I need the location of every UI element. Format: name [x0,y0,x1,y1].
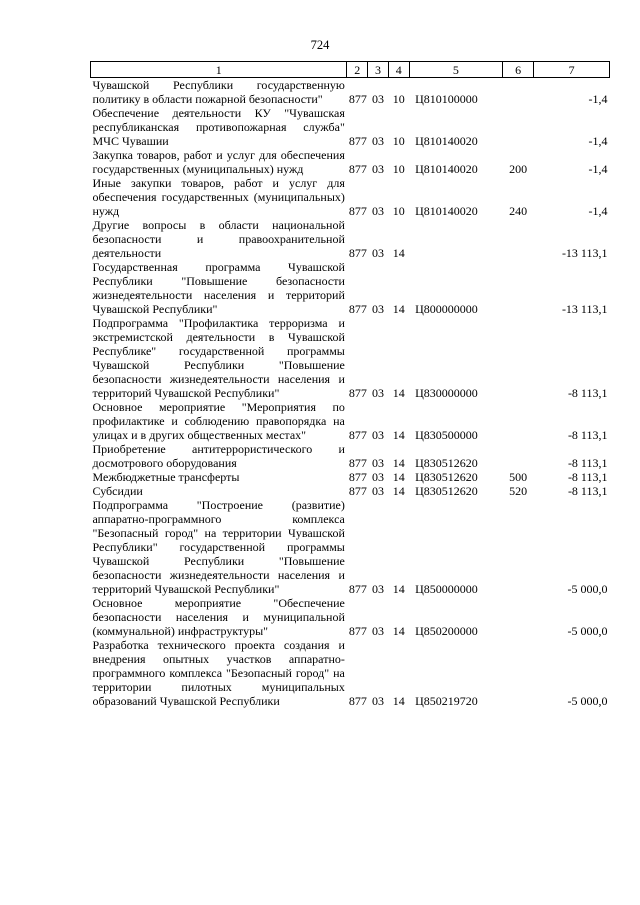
budget-table [90,61,610,708]
ministry-code: 877 [348,484,367,498]
ministry-code: 877 [348,92,367,106]
subsection-code: 14 [392,246,405,260]
target-article-code [409,218,502,260]
table-row [91,442,610,470]
table-row [91,218,610,260]
row-name: Чувашской Республики государственную политику в области пожарной безопасности" [92,78,345,106]
subsection-code: 14 [392,582,405,596]
row-name: Приобретение антитеррористического и досмотрового оборудования [92,442,345,470]
expense-type-code [503,78,534,107]
expense-type-code [503,596,534,638]
section-code: 03 [372,246,384,260]
ministry-code: 877 [348,624,367,638]
row-name: Основное мероприятие "Мероприятия по профилактике и соблюдению правопорядка на улицах и в других общественных местах" [92,400,345,442]
row-name: Другие вопросы в области национальной безопасности и правоохранительной деятельности [92,218,345,260]
table-row [91,78,610,107]
section-code: 03 [372,582,384,596]
row-name: Межбюджетные трансферты [92,470,240,484]
expense-type-code: 200 [509,162,528,176]
expense-type-code [503,106,534,148]
amount-value: -8 113,1 [567,428,608,442]
row-name: Подпрограмма "Построение (развитие) аппаратно-программного комплекса "Безопасный город" на территории Чувашской Республики" государственной программы Чувашской Республики "Повышение безопасности жизнедеятельности населения и территорий Чувашской Республики" [92,498,345,596]
section-code: 03 [372,470,384,484]
subsection-code: 10 [392,204,405,218]
target-article-code: Ц810100000 [415,92,478,106]
expense-type-code [503,498,534,596]
target-article-code: Ц850219720 [415,694,478,708]
amount-value: -1,4 [588,162,608,176]
row-name: Основное мероприятие "Обеспечение безопасности населения и муниципальной (коммунальной) инфраструктуры" [92,596,345,638]
expense-type-code: 240 [509,204,528,218]
column-header-1: 1 [91,62,347,78]
target-article-code: Ц800000000 [415,302,478,316]
target-article-code: Ц850200000 [415,624,478,638]
table-row [91,316,610,400]
subsection-code: 10 [392,162,405,176]
amount-value: -8 113,1 [567,456,608,470]
column-header-6: 6 [503,62,534,78]
amount-value: -13 113,1 [561,246,608,260]
amount-value: -5 000,0 [567,582,608,596]
row-name: Иные закупки товаров, работ и услуг для обеспечения государственных (муниципальных) нужд [92,176,345,218]
column-header-5: 5 [409,62,502,78]
table-row [91,470,610,484]
subsection-code: 14 [392,484,405,498]
section-code: 03 [372,92,384,106]
ministry-code: 877 [348,134,367,148]
table-row [91,106,610,148]
subsection-code: 14 [392,386,405,400]
target-article-code: Ц830000000 [415,386,478,400]
expense-type-code [503,442,534,470]
ministry-code: 877 [348,470,367,484]
table-row [91,176,610,218]
expense-type-code [503,400,534,442]
expense-type-code: 520 [509,484,528,498]
amount-value: -5 000,0 [567,694,608,708]
table-row [91,638,610,708]
ministry-code: 877 [348,302,367,316]
table-body [91,78,610,709]
table-row [91,400,610,442]
section-code: 03 [372,624,384,638]
header-row [91,62,610,78]
ministry-code: 877 [348,162,367,176]
section-code: 03 [372,386,384,400]
column-header-3: 3 [368,62,389,78]
column-header-4: 4 [388,62,409,78]
page-number: 724 [310,38,330,52]
target-article-code: Ц830512620 [415,484,478,498]
row-name: Субсидии [92,484,143,498]
subsection-code: 14 [392,428,405,442]
amount-value: -8 113,1 [567,470,608,484]
target-article-code: Ц830500000 [415,428,478,442]
ministry-code: 877 [348,694,367,708]
amount-value: -1,4 [588,204,608,218]
ministry-code: 877 [348,204,367,218]
column-header-7: 7 [534,62,610,78]
amount-value: -1,4 [588,134,608,148]
section-code: 03 [372,456,384,470]
section-code: 03 [372,694,384,708]
target-article-code: Ц850000000 [415,582,478,596]
ministry-code: 877 [348,386,367,400]
subsection-code: 14 [392,624,405,638]
subsection-code: 14 [392,694,405,708]
expense-type-code [503,638,534,708]
amount-value: -13 113,1 [561,302,608,316]
row-name: Подпрограмма "Профилактика терроризма и экстремистской деятельности в Чувашской Республике" государственной программы Чувашской Республики "Повышение безопасности жизнедеятельности населения и территорий Чувашской Республики" [92,316,345,400]
table-header [91,62,610,78]
subsection-code: 10 [392,92,405,106]
section-code: 03 [372,134,384,148]
row-name: Государственная программа Чувашской Республики "Повышение безопасности жизнедеятельности населения и территорий Чувашской Республики" [92,260,345,316]
target-article-code: Ц830512620 [415,470,478,484]
expense-type-code [503,316,534,400]
amount-value: -8 113,1 [567,386,608,400]
subsection-code: 14 [392,470,405,484]
section-code: 03 [372,302,384,316]
target-article-code: Ц810140020 [415,134,478,148]
expense-type-code [503,218,534,260]
subsection-code: 14 [392,456,405,470]
amount-value: -1,4 [588,92,608,106]
expense-type-code: 500 [509,470,528,484]
section-code: 03 [372,204,384,218]
amount-value: -8 113,1 [567,484,608,498]
ministry-code: 877 [348,428,367,442]
row-name: Обеспечение деятельности КУ "Чувашская республиканская противопожарная служба" МЧС Чувашии [92,106,345,148]
expense-type-code [503,260,534,316]
table-row [91,260,610,316]
table-row [91,596,610,638]
target-article-code: Ц810140020 [415,204,478,218]
column-header-2: 2 [347,62,368,78]
ministry-code: 877 [348,456,367,470]
ministry-code: 877 [348,582,367,596]
table-row [91,484,610,498]
table-row [91,498,610,596]
section-code: 03 [372,484,384,498]
subsection-code: 14 [392,302,405,316]
subsection-code: 10 [392,134,405,148]
row-name: Закупка товаров, работ и услуг для обеспечения государственных (муниципальных) нужд [92,148,345,176]
section-code: 03 [372,428,384,442]
target-article-code: Ц810140020 [415,162,478,176]
target-article-code: Ц830512620 [415,456,478,470]
table-row [91,148,610,176]
section-code: 03 [372,162,384,176]
row-name: Разработка технического проекта создания и внедрения опытных участков аппаратно-программного комплекса "Безопасный город" на территории пилотных муниципальных образований Чувашской Республики [92,638,345,708]
ministry-code: 877 [348,246,367,260]
amount-value: -5 000,0 [567,624,608,638]
